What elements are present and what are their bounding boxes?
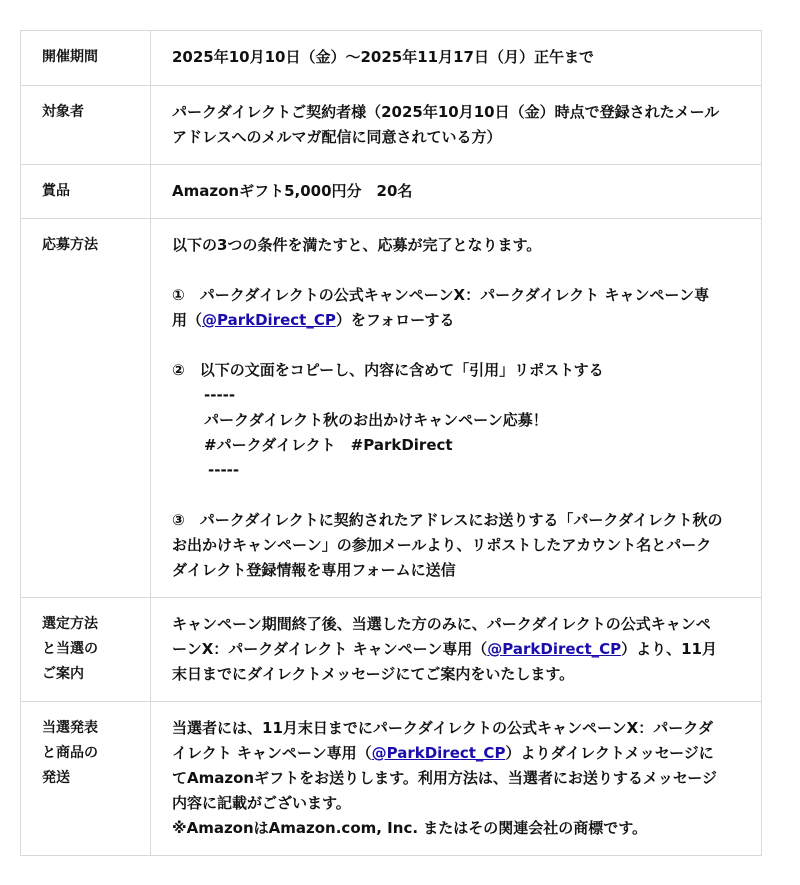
announce-line-3: てAmazonギフトをお送りします。利用方法は、当選者にお送りするメッセージ bbox=[172, 769, 717, 787]
campaign-details-table bbox=[20, 30, 762, 856]
apply-step1-pre: 用（ bbox=[172, 311, 203, 329]
target-line-1: パークダイレクトご契約者様（2025年10月10日（金）時点で登録されたメール bbox=[172, 103, 720, 121]
table-row-period bbox=[21, 31, 762, 86]
announce-value bbox=[151, 702, 762, 856]
parkdirect-cp-link[interactable]: @ParkDirect_CP bbox=[202, 311, 336, 329]
apply-value bbox=[151, 219, 762, 598]
apply-step1-post: ）をフォローする bbox=[335, 311, 455, 329]
selection-label-line2: と当選の bbox=[42, 641, 98, 657]
apply-step1-line2 bbox=[172, 308, 743, 333]
parkdirect-cp-link[interactable]: @ParkDirect_CP bbox=[371, 744, 506, 762]
target-label: 対象者 bbox=[21, 86, 151, 165]
prize-label: 賞品 bbox=[21, 165, 151, 219]
announce-line-1: 当選者には、11月末日までにパークダイレクトの公式キャンペーンX：パークダ bbox=[172, 719, 713, 737]
apply-step2-separator-bottom: ----- bbox=[208, 461, 240, 479]
target-value bbox=[151, 86, 762, 165]
parkdirect-cp-link[interactable]: @ParkDirect_CP bbox=[487, 640, 622, 658]
announce-label bbox=[21, 702, 151, 856]
spacer bbox=[172, 333, 743, 358]
table-row-selection bbox=[21, 598, 762, 702]
apply-step3-line1: ③ パークダイレクトに契約されたアドレスにお送りする「パークダイレクト秋の bbox=[172, 511, 723, 529]
selection-line2-post: ）より、11月 bbox=[621, 640, 717, 658]
announce-line2-pre: イレクト キャンペーン専用（ bbox=[172, 744, 372, 762]
selection-label bbox=[21, 598, 151, 702]
period-label: 開催期間 bbox=[21, 31, 151, 86]
apply-step3-line3: ダイレクト登録情報を専用フォームに送信 bbox=[172, 561, 456, 579]
announce-label-line2: と商品の bbox=[42, 745, 98, 761]
apply-step2-line1: ② 以下の文面をコピーし、内容に含めて「引用」リポストする bbox=[172, 361, 604, 379]
apply-step2-text: パークダイレクト秋のお出かけキャンペーン応募！ bbox=[204, 411, 548, 429]
apply-step2-hashtags: #パークダイレクト #ParkDirect bbox=[204, 436, 453, 454]
prize-value: Amazonギフト5,000円分 20名 bbox=[151, 165, 762, 219]
announce-line-2 bbox=[172, 741, 743, 766]
selection-label-line1: 選定方法 bbox=[42, 616, 98, 632]
spacer bbox=[172, 258, 743, 283]
selection-label-line3: ご案内 bbox=[42, 666, 84, 682]
apply-step2-separator-top: ----- bbox=[204, 386, 236, 404]
selection-line-3: 末日までにダイレクトメッセージにてご案内をいたします。 bbox=[172, 665, 575, 683]
announce-label-line3: 発送 bbox=[42, 770, 70, 786]
selection-line2-pre: ーンX：パークダイレクト キャンペーン専用（ bbox=[172, 640, 488, 658]
table-row-prize bbox=[21, 165, 762, 219]
selection-line-1: キャンペーン期間終了後、当選した方のみに、パークダイレクトの公式キャンペ bbox=[172, 615, 711, 633]
apply-step1-line1: ① パークダイレクトの公式キャンペーンX：パークダイレクト キャンペーン専 bbox=[172, 286, 710, 304]
selection-line-2 bbox=[172, 637, 743, 662]
apply-step3-line2: お出かけキャンペーン」の参加メールより、リポストしたアカウント名とパーク bbox=[172, 536, 712, 554]
apply-intro: 以下の3つの条件を満たすと、応募が完了となります。 bbox=[172, 236, 542, 254]
spacer bbox=[172, 483, 743, 508]
table-row-apply bbox=[21, 219, 762, 598]
table-row-target bbox=[21, 86, 762, 165]
table-row-announce bbox=[21, 702, 762, 856]
period-value: 2025年10月10日（金）〜2025年11月17日（月）正午まで bbox=[151, 31, 762, 86]
announce-line2-post: ）よりダイレクトメッセージに bbox=[505, 744, 714, 762]
announce-label-line1: 当選発表 bbox=[42, 720, 98, 736]
announce-line-4: 内容に記載がございます。 bbox=[172, 794, 351, 812]
selection-value bbox=[151, 598, 762, 702]
announce-trademark-note: ※AmazonはAmazon.com, Inc. またはその関連会社の商標です。 bbox=[172, 819, 648, 837]
apply-label: 応募方法 bbox=[21, 219, 151, 598]
target-line-2: アドレスへのメルマガ配信に同意されている方） bbox=[172, 128, 502, 146]
